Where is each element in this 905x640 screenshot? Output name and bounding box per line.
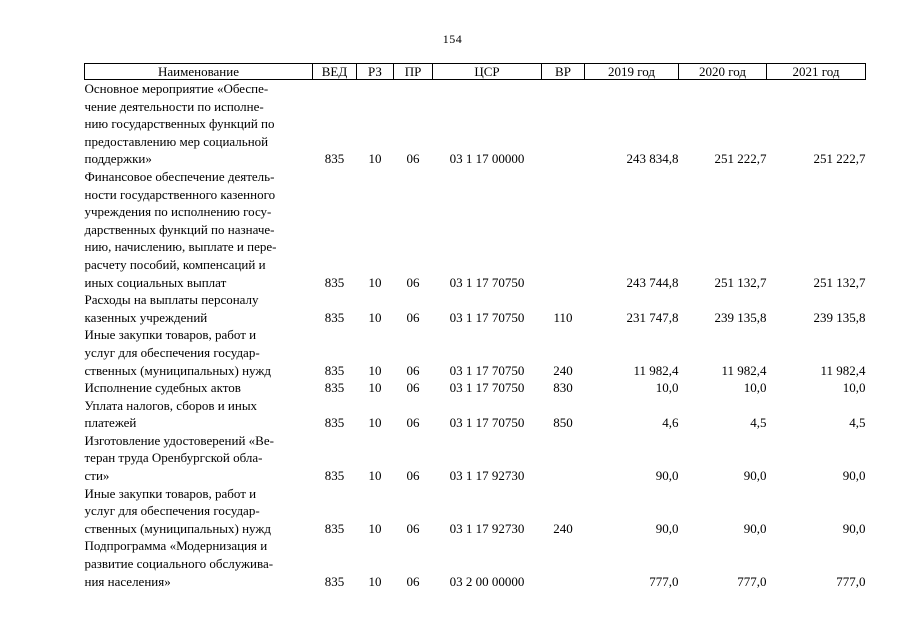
- row-2021: 10,0: [842, 380, 866, 396]
- row-2020: 11 982,4: [721, 362, 767, 378]
- table-row: [85, 168, 866, 291]
- row-name: [85, 485, 313, 538]
- row-rz: 10: [368, 520, 382, 536]
- row-2020: 239 135,8: [714, 309, 767, 325]
- row-name: [85, 168, 313, 291]
- row-2019: 90,0: [655, 468, 679, 484]
- row-2021: 4,5: [849, 415, 866, 431]
- row-rz: 10: [368, 468, 382, 484]
- row-2019: 243 834,8: [626, 151, 679, 167]
- row-name: [85, 379, 313, 397]
- row-2020: 777,0: [737, 573, 767, 589]
- row-2020: 90,0: [743, 468, 767, 484]
- row-name: [85, 80, 313, 168]
- budget-table: [84, 63, 866, 590]
- header-ved: ВЕД: [313, 64, 357, 80]
- row-rz: 10: [368, 362, 382, 378]
- row-2020: 4,5: [750, 415, 767, 431]
- row-csr: 03 1 17 70750: [449, 380, 525, 396]
- row-name: [85, 326, 313, 379]
- row-2021: 251 222,7: [813, 151, 866, 167]
- row-rz: 10: [368, 151, 382, 167]
- row-ved: 835: [324, 309, 345, 325]
- row-2021: 90,0: [842, 468, 866, 484]
- row-ved: 835: [324, 520, 345, 536]
- row-name-text: Подпрограмма «Модернизация и развитие социального обслужива- ния населения»: [84, 538, 274, 589]
- row-vr: [542, 432, 585, 485]
- row-name-text: Иные закупки товаров, работ и услуг для обеспечения государ- ственных (муниципальных) нужд: [84, 327, 271, 378]
- table-body: [85, 80, 866, 591]
- row-pr: 06: [406, 415, 420, 431]
- row-rz: 10: [368, 380, 382, 396]
- header-2021: 2021 год: [767, 64, 866, 80]
- row-csr: 03 1 17 70750: [449, 415, 525, 431]
- header-2019: 2019 год: [585, 64, 679, 80]
- row-ved: 835: [324, 415, 345, 431]
- table-row: [85, 379, 866, 397]
- header-vr: ВР: [542, 64, 585, 80]
- row-pr: 06: [406, 468, 420, 484]
- row-2019: 777,0: [649, 573, 679, 589]
- table-header: [85, 64, 866, 80]
- row-2021: 239 135,8: [813, 309, 866, 325]
- row-ved: 835: [324, 151, 345, 167]
- row-vr: 110: [553, 309, 573, 325]
- row-rz: 10: [368, 415, 382, 431]
- row-name: [85, 432, 313, 485]
- row-rz: 10: [368, 309, 382, 325]
- row-vr: [542, 80, 585, 168]
- row-name-text: Изготовление удостоверений «Ве- теран труда Оренбургской обла- сти»: [84, 432, 274, 484]
- table-row: [85, 485, 866, 538]
- row-ved: 835: [324, 468, 345, 484]
- row-2021: 11 982,4: [820, 362, 866, 378]
- header-pr: ПР: [394, 64, 433, 80]
- row-vr: 850: [553, 415, 573, 431]
- row-csr: 03 1 17 70750: [449, 362, 525, 378]
- row-2019: 11 982,4: [633, 362, 679, 378]
- row-rz: 10: [368, 573, 382, 589]
- row-csr: 03 1 17 00000: [449, 151, 525, 167]
- row-rz: 10: [368, 274, 382, 290]
- row-2019: 243 744,8: [626, 274, 679, 290]
- page-number: 154: [442, 32, 463, 46]
- row-2019: 90,0: [655, 520, 679, 536]
- row-ved: 835: [324, 573, 345, 589]
- row-vr: 240: [553, 362, 573, 378]
- row-name: [85, 397, 313, 432]
- row-2021: 251 132,7: [813, 274, 866, 290]
- row-pr: 06: [406, 151, 420, 167]
- row-name-text: Уплата налогов, сборов и иных платежей: [84, 397, 258, 431]
- row-2019: 10,0: [655, 380, 679, 396]
- row-pr: 06: [406, 573, 420, 589]
- header-csr: ЦСР: [433, 64, 542, 80]
- row-name-text: Расходы на выплаты персоналу казенных учреждений: [84, 292, 259, 325]
- table-row: [85, 80, 866, 168]
- row-vr: [542, 537, 585, 590]
- row-name-text: Финансовое обеспечение деятель- ности государственного казенного учреждения по исполнению госу- дарственных функций по назначе- нию, начислению, выплате и пере- расчету пособий, компенсаций и иных социальных выплат: [84, 168, 277, 290]
- table-row: [85, 432, 866, 485]
- row-name-text: Исполнение судебных актов: [84, 380, 241, 396]
- row-name: [85, 291, 313, 326]
- table-row: [85, 537, 866, 590]
- row-2020: 251 222,7: [714, 151, 767, 167]
- row-2019: 4,6: [662, 415, 679, 431]
- header-rz: РЗ: [357, 64, 394, 80]
- row-csr: 03 2 00 00000: [449, 573, 525, 589]
- row-vr: 240: [553, 520, 573, 536]
- table-row: [85, 397, 866, 432]
- row-pr: 06: [406, 274, 420, 290]
- row-csr: 03 1 17 70750: [449, 274, 525, 290]
- row-pr: 06: [406, 362, 420, 378]
- row-vr: [542, 168, 585, 291]
- row-vr: 830: [553, 380, 573, 396]
- table-row: [85, 326, 866, 379]
- header-row: [85, 64, 866, 80]
- row-pr: 06: [406, 380, 420, 396]
- row-2021: 90,0: [842, 520, 866, 536]
- row-csr: 03 1 17 70750: [449, 309, 525, 325]
- row-ved: 835: [324, 380, 345, 396]
- row-2019: 231 747,8: [626, 309, 679, 325]
- row-2021: 777,0: [836, 573, 866, 589]
- header-2020: 2020 год: [679, 64, 767, 80]
- row-name-text: Основное мероприятие «Обеспе- чение деятельности по исполне- нию государственных функций по предоставлению мер социальной поддержки»: [84, 81, 275, 167]
- row-csr: 03 1 17 92730: [449, 520, 525, 536]
- row-ved: 835: [324, 362, 345, 378]
- row-2020: 10,0: [743, 380, 767, 396]
- row-pr: 06: [406, 520, 420, 536]
- row-2020: 90,0: [743, 520, 767, 536]
- row-ved: 835: [324, 274, 345, 290]
- row-2020: 251 132,7: [714, 274, 767, 290]
- table-row: [85, 291, 866, 326]
- header-name: Наименование: [85, 64, 313, 80]
- row-pr: 06: [406, 309, 420, 325]
- row-name: [85, 537, 313, 590]
- row-csr: 03 1 17 92730: [449, 468, 525, 484]
- row-name-text: Иные закупки товаров, работ и услуг для обеспечения государ- ственных (муниципальных) нужд: [84, 485, 271, 536]
